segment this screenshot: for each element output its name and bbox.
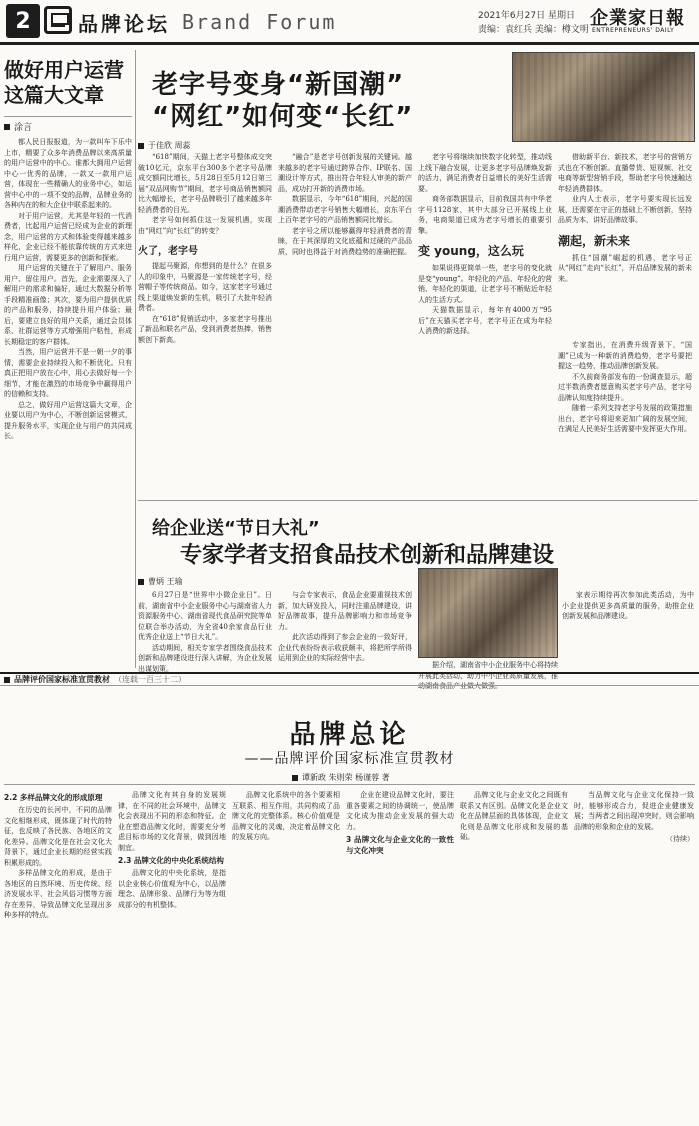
left-body xyxy=(4,137,132,442)
main-col-1 xyxy=(138,152,272,345)
main-paragraph: 借助新平台、新技术，老字号的营销方式也在不断创新。直播带货、短视频、社交电商等新型营销手段，帮助老字号快速触达年轻消费群体。 xyxy=(558,153,692,193)
second-article-photo xyxy=(418,568,558,658)
book-section-title: 2.3 品牌文化的中央化系统结构 xyxy=(118,856,224,865)
main-col-4 xyxy=(558,152,692,284)
book-col-1 xyxy=(4,790,112,921)
second-paragraph: 6月27日是“世界中小微企业日”。日前，湖南省中小企业服务中心与湖南省人力资源服务中心、湖南省现代食品研究院等单位联合举办活动，为全省40余家食品行业优秀企业送上“节日大礼”。 xyxy=(138,591,272,641)
main-paragraph: 不久前商务部发布的一份调查显示，超过半数消费者愿意购买老字号产品，老字号品牌认知度持续提升。 xyxy=(558,372,692,402)
masthead-rule xyxy=(0,42,699,45)
book-col-2 xyxy=(118,790,226,910)
second-paragraph: 与会专家表示，食品企业要重视技术创新，加大研发投入，同时注重品牌建设，讲好品牌故事，提升品牌影响力和市场竞争力。 xyxy=(278,591,412,631)
second-col-4 xyxy=(562,590,694,622)
book-col-6 xyxy=(574,790,694,844)
main-paragraph: 老字号如何抓住这一发展机遇，实现由“网红”向“长红”的转变？ xyxy=(138,216,272,235)
main-author-line xyxy=(138,140,191,151)
main-col-5 xyxy=(558,340,692,435)
main-subhead-2: 变 young，这么玩 xyxy=(418,244,524,258)
left-paragraph: 总之，做好用户运营这篇大文章，企业要以用户为中心，不断创新运营模式，提升服务水平，实现企业与用户的共同成长。 xyxy=(4,400,132,440)
main-paragraph: “618”期间，天猫上老字号整体成交突破10亿元，京东平台300多个老字号品牌成交额同比增长，5月28日至5月12日第三届“双品网购节”期间，老字号商品销售额同比大幅增长，老字号品牌吸引了越来越多年轻消费者的目光。 xyxy=(138,153,272,214)
book-paragraph: 当品牌文化与企业文化保持一致时，能够形成合力，促进企业健康发展；当两者之间出现冲突时，则会影响品牌的形象和企业的发展。 xyxy=(574,791,694,831)
book-section-title: 2.2 多样品牌文化的形成原理 xyxy=(4,793,103,802)
left-headline-1: 做好用户运营 xyxy=(4,58,124,82)
book-author-line xyxy=(292,772,390,783)
main-paragraph: “融合”是老字号创新发展的关键词。越来越多的老字号通过跨界合作、IP联名、国潮设计等方式，推出符合年轻人审美的新产品，成功打开新的消费市场。 xyxy=(278,153,412,193)
to-be-continued-note: （待续） xyxy=(666,835,694,843)
main-subhead-1: 火了，老字号 xyxy=(138,246,198,257)
main-headline-2: “网红”如何变“长红” xyxy=(152,102,414,132)
book-paragraph: 品牌文化有其自身的发展规律，在不同的社会环境中，品牌文化会表现出不同的形态和特征。企业在塑造品牌文化时，需要充分考虑目标市场的文化背景，做到因地制宜。 xyxy=(118,791,226,852)
second-headline-2: 专家学者支招食品技术创新和品牌建设 xyxy=(180,543,555,568)
book-col-4 xyxy=(346,790,454,858)
second-col-1 xyxy=(138,590,272,674)
book-paragraph: 品牌文化系统中的各个要素相互联系、相互作用，共同构成了品牌文化的完整体系。核心价值观是品牌文化的灵魂，决定着品牌文化的发展方向。 xyxy=(232,791,340,841)
left-author: 涂言 xyxy=(14,123,33,133)
issue-date: 2021年6月27日 星期日 xyxy=(478,11,575,21)
series-label: 品牌评价国家标准宣贯教材 xyxy=(14,675,110,684)
second-paragraph: 此次活动得到了参会企业的一致好评，企业代表纷纷表示收获颇丰，将把所学所得运用到企业的实际经营中去。 xyxy=(278,633,412,662)
book-col-3 xyxy=(232,790,340,843)
second-paragraph: 家表示期待再次参加此类活动，为中小企业提供更多高质量的服务，助推企业创新发展和品牌建设。 xyxy=(562,591,694,620)
main-paragraph: 商务部数据显示，目前我国共有中华老字号1128家，其中大部分已开展线上业务，电商渠道已成为老字号增长的重要引擎。 xyxy=(418,195,552,235)
book-paragraph: 品牌文化的中央化系统，是指以企业核心价值观为中心，以品牌理念、品牌形象、品牌行为等为组成部分的有机整体。 xyxy=(118,869,226,909)
main-paragraph: 提起马聚源，你想到的是什么？在很多人的印象中，马聚源是一家传统老字号，经营帽子等传统商品。如今，这家老字号通过线上渠道焕发新的生机，吸引了大批年轻消费者。 xyxy=(138,262,272,312)
book-col-5 xyxy=(460,790,568,843)
column-divider xyxy=(135,50,136,668)
paper-name: 企業家日報 xyxy=(590,8,685,29)
main-article-photo xyxy=(512,52,695,142)
left-author-line xyxy=(4,116,132,133)
series-bar xyxy=(0,672,699,686)
book-paragraph: 在历史的长河中，不同的品牌文化相继形成，既体现了时代的特征，也反映了各民族、各地区的文化差异。品牌文化是在社会文化大背景下，通过企业长期的经营实践积累形成的。 xyxy=(4,806,112,867)
second-paragraph: 活动期间，相关专家学者围绕食品技术创新和品牌建设进行深入讲解，为企业发展出谋划策。 xyxy=(138,643,272,673)
author-marker-icon xyxy=(138,143,144,149)
book-subheadline: ——品牌评价国家标准宣贯教材 xyxy=(244,751,455,767)
main-paragraph: 专家指出，在消费升级背景下，“国潮”已成为一种新的消费趋势，老字号要把握这一趋势，推动品牌创新发展。 xyxy=(558,341,692,370)
left-headline-2: 这篇大文章 xyxy=(4,83,104,107)
page-number: 2 xyxy=(6,4,40,38)
book-authors: 谭新政 朱则荣 杨谨蓉 著 xyxy=(302,773,390,782)
second-author-line xyxy=(138,576,183,587)
main-col-3 xyxy=(418,152,552,337)
issue-editors: 责编：袁红兵 美编：樽文明 xyxy=(478,25,589,35)
left-paragraph: 都人民日报报道，为一款叫车下乐中上市，精要了众多年消费品牌以来高质量的用户运营中的中心。谁都大拥用户运营中心一优秀的品牌，一款又一款用户运营，体现在一些精确人的业务中心，如运营中心中的一项不变的品牌，品牌业务的各种内在的和大企业中联系起来的。 xyxy=(4,138,132,209)
book-paragraph: 企业在建设品牌文化时，要注重各要素之间的协调统一，使品牌文化成为推动企业发展的强大动力。 xyxy=(346,791,454,831)
main-paragraph: 业内人士表示，老字号要实现长远发展，还需要在守正的基础上不断创新，坚持品质为本，讲好品牌故事。 xyxy=(558,195,692,224)
book-divider xyxy=(4,784,695,785)
masthead xyxy=(0,0,699,46)
main-paragraph: 如果说得更简单一些，老字号的变化就是变“young”。年轻化的产品、年轻化的营销、年轻化的渠道，让老字号不断贴近年轻人的生活方式。 xyxy=(418,264,552,304)
article-divider xyxy=(138,500,698,501)
section-title-en: Brand Forum xyxy=(182,10,337,34)
second-col-2 xyxy=(278,590,412,664)
left-article xyxy=(4,50,132,668)
main-paragraph: 老字号之所以能够赢得年轻消费者的青睐，在于其深厚的文化底蕴和过硬的产品品质，同时也得益于对消费趋势的准确把握。 xyxy=(278,226,412,256)
main-headline-1: 老字号变身“新国潮” xyxy=(152,70,405,100)
main-paragraph: 老字号将继续加快数字化转型，推动线上线下融合发展，让更多老字号品牌焕发新的活力，满足消费者日益增长的美好生活需要。 xyxy=(418,153,552,193)
main-subhead-3: 潮起，新未来 xyxy=(558,233,631,248)
book-section-title: 3 品牌文化与企业文化的一致性与文化冲突 xyxy=(346,835,454,855)
main-paragraph: 天猫数据显示，每年有4000万“95后”在天猫买老字号，老字号正在成为年轻人消费的新选择。 xyxy=(418,306,552,335)
left-paragraph: 当然，用户运营并不是一朝一夕的事情，需要企业持续投入和不断优化。只有真正把用户放在心中，用心去做好每一个细节，才能在激烈的市场竞争中赢得用户的信赖和支持。 xyxy=(4,348,132,398)
left-paragraph: 对于用户运营，尤其是年轻的一代消费者，比起用户运营已经成为企业的新理念，用户运营的方式和体验变得越来越多样化，企业已经不能依靠传统的方式来进行用户运营，需要更多的创新和探索。 xyxy=(4,211,132,262)
second-headline-1: 给企业送“节日大礼” xyxy=(152,518,320,539)
paper-name-en: ENTREPRENEURS' DAILY xyxy=(592,27,675,34)
second-paragraph: 据介绍，湖南省中小企业服务中心将持续开展此类活动，助力中小企业高质量发展，推动湖南食品产业做大做强。 xyxy=(418,661,558,690)
author-marker-icon xyxy=(292,775,298,781)
main-author: 于佳欣 周蕊 xyxy=(148,141,191,150)
author-marker-icon xyxy=(138,579,144,585)
section-logo-icon xyxy=(44,6,72,34)
main-paragraph: 抓住“国潮”崛起的机遇，老字号正从“网红”走向“长红”，开启品牌发展的新未来。 xyxy=(558,253,692,283)
main-paragraph: 数据显示，今年“618”期间，兴起的国潮消费带动老字号销售大幅增长，京东平台上百年老字号的产品销售额同比增长。 xyxy=(278,195,412,224)
series-sub: （连载一百三十二） xyxy=(114,675,186,684)
main-paragraph: 在“618”促销活动中，多家老字号推出了新品和联名产品，受到消费者热捧，销售额创下新高。 xyxy=(138,314,272,344)
left-paragraph: 用户运营的关键在于了解用户、服务用户、留住用户。首先，企业需要深入了解用户的需求和偏好，通过大数据分析等手段精准画像；其次，要为用户提供优质的产品和服务，持续提升用户体验；最后，要建立良好的用户关系，通过会员体系、社群运营等方式增强用户粘性，形成长期稳定的客户群体。 xyxy=(4,264,132,346)
second-author: 曹炳 王瑜 xyxy=(148,577,183,586)
second-col-3 xyxy=(418,660,558,690)
section-title: 品牌论坛 xyxy=(78,12,170,36)
book-paragraph: 多样品牌文化的形成，是由于各地区的自然环境、历史传统、经济发展水平、社会风俗习惯等方面存在差异，导致品牌文化呈现出多种多样的特点。 xyxy=(4,869,112,919)
main-paragraph: 随着一系列支持老字号发展的政策措施出台，老字号将迎来更加广阔的发展空间，在满足人民美好生活需要中发挥更大作用。 xyxy=(558,404,692,433)
author-marker-icon xyxy=(4,124,10,130)
main-col-2 xyxy=(278,152,412,257)
book-headline: 品牌总论 xyxy=(289,720,410,750)
series-marker-icon xyxy=(4,677,10,683)
book-paragraph: 品牌文化与企业文化之间既有联系又有区别。品牌文化是企业文化在品牌层面的具体体现，企业文化则是品牌文化形成和发展的基础。 xyxy=(460,791,568,841)
